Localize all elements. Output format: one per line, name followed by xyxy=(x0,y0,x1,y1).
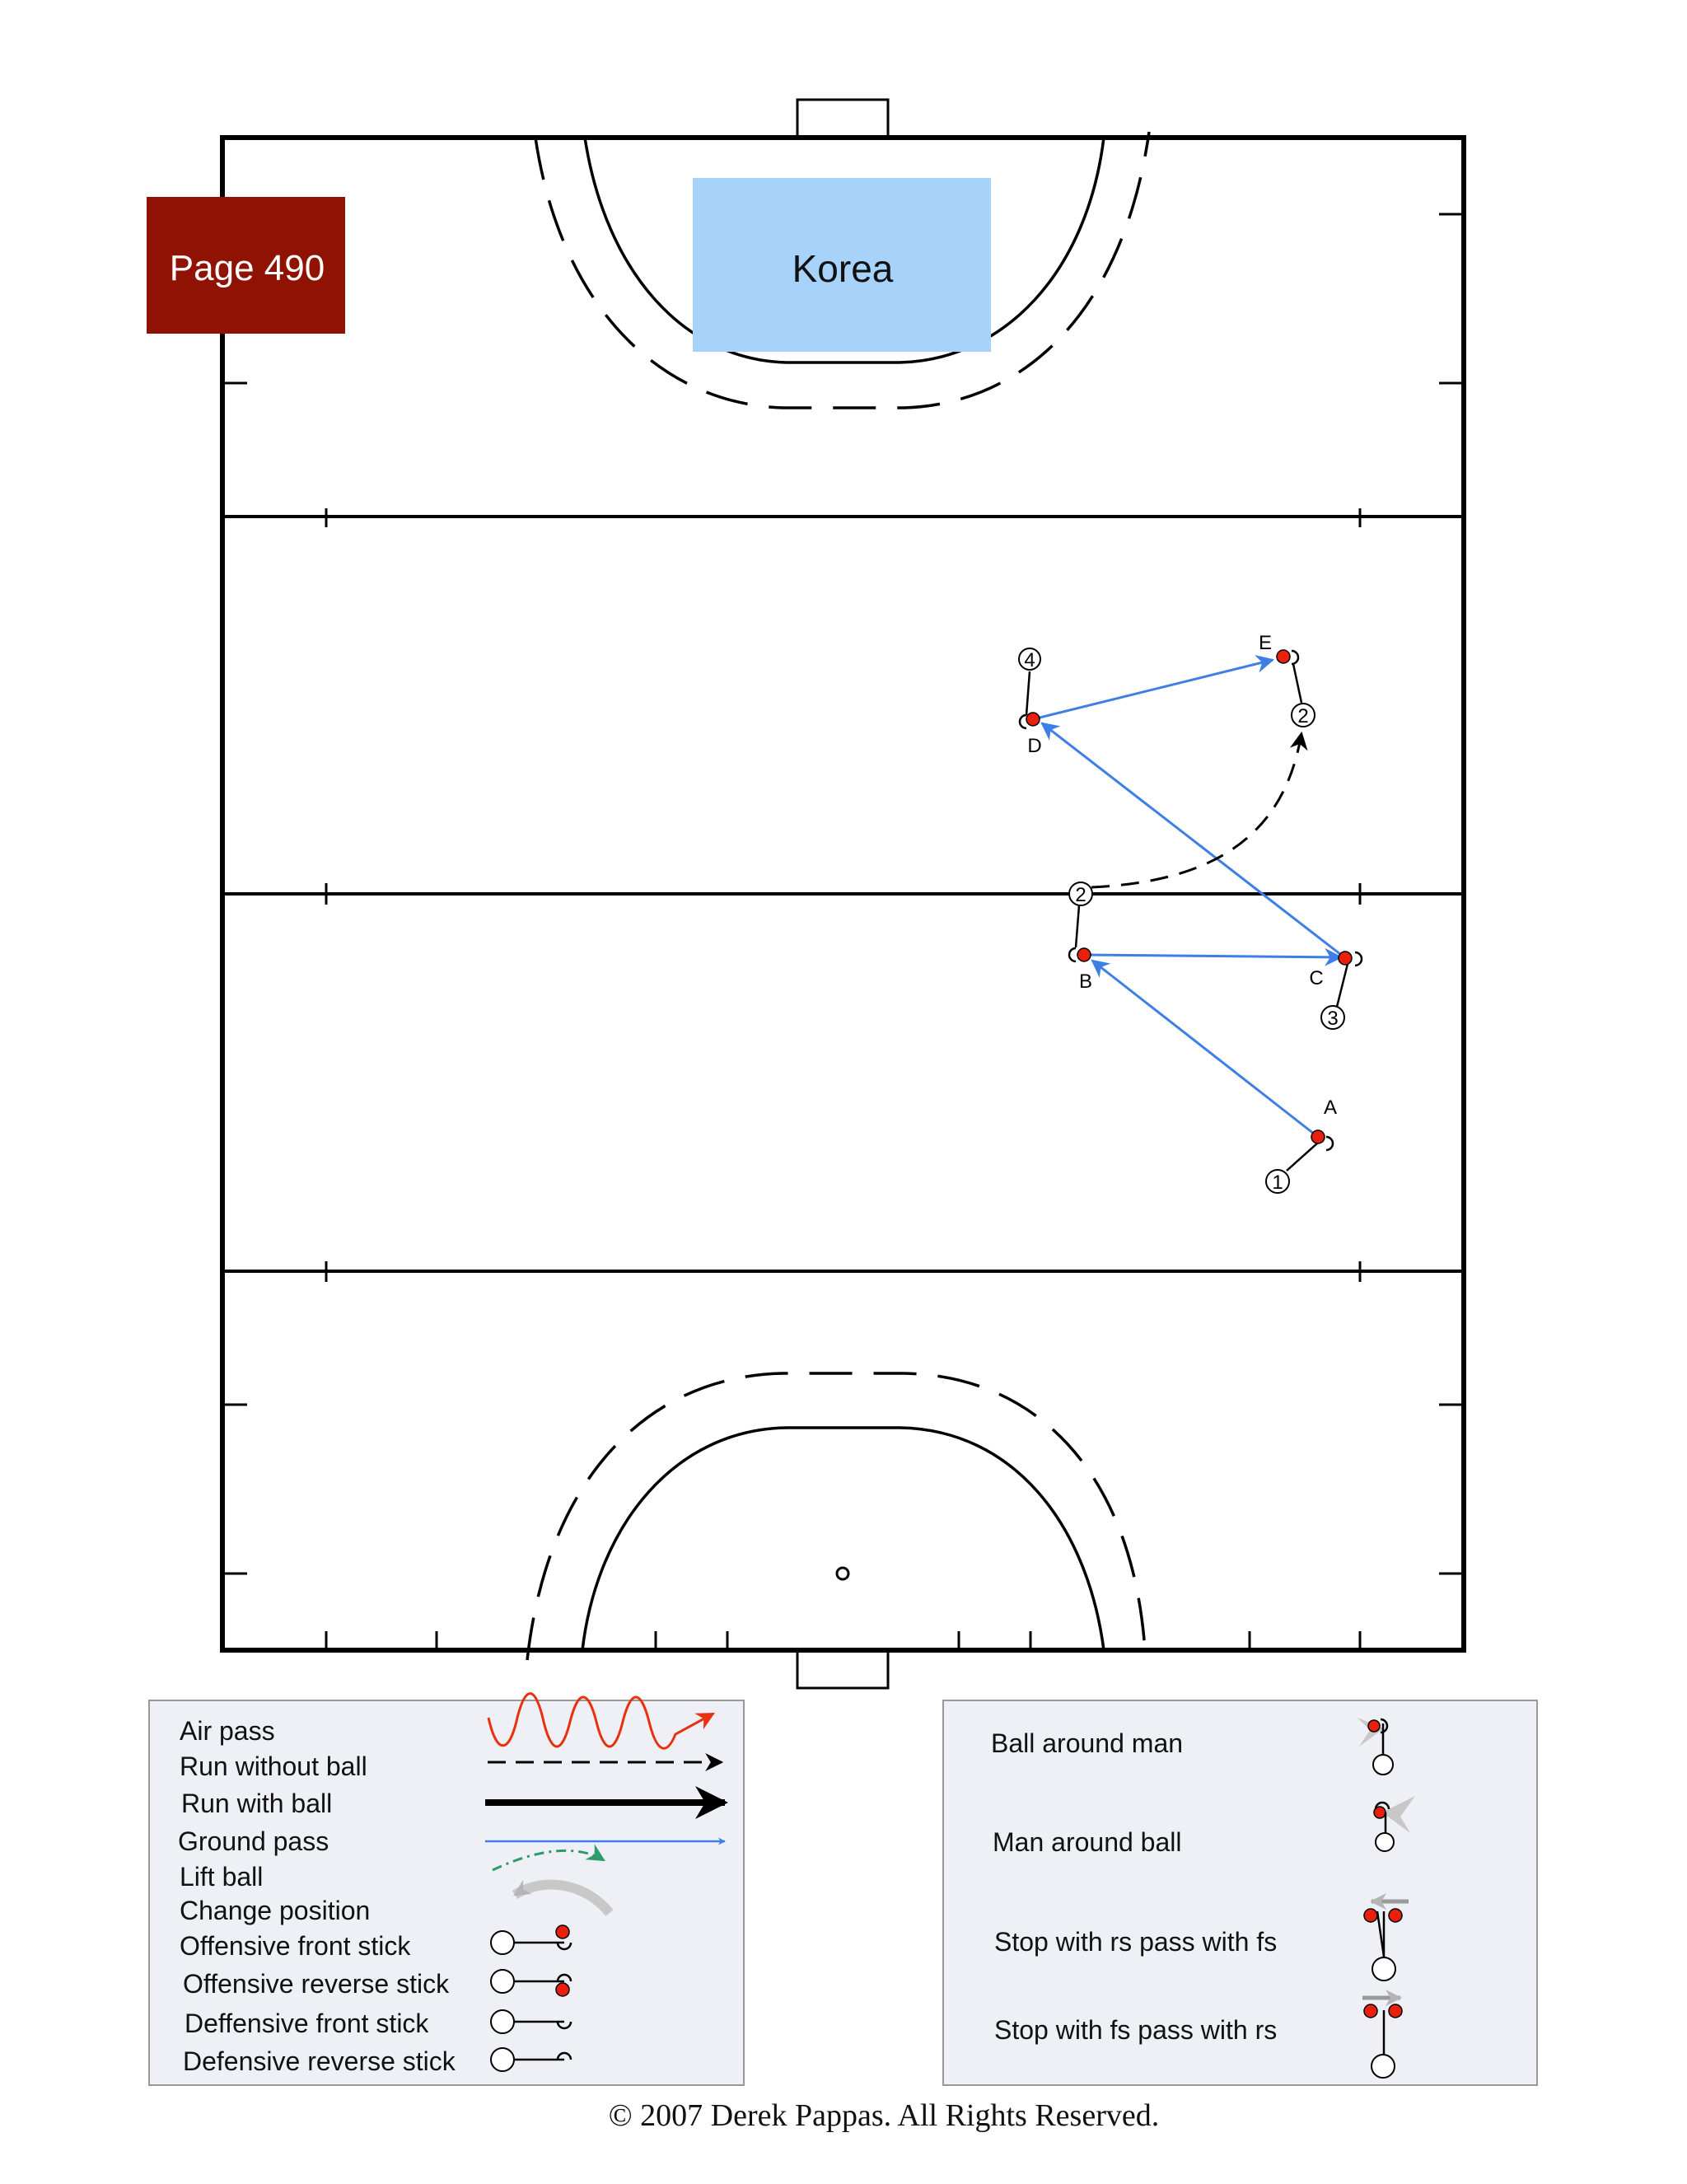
ball xyxy=(1311,1130,1325,1143)
copyright: © 2007 Derek Pappas. All Rights Reserved. xyxy=(608,2098,1160,2133)
ball-label: B xyxy=(1078,970,1093,993)
ball xyxy=(1339,952,1352,965)
pass-b-to-c xyxy=(1084,955,1341,957)
legend-label: Offensive reverse stick xyxy=(183,1969,450,1999)
legend-label: Defensive reverse stick xyxy=(183,2046,456,2076)
ball-label: C xyxy=(1309,967,1324,989)
player-number: 3 xyxy=(1327,1008,1339,1030)
ball xyxy=(1077,948,1091,961)
legend-label: Lift ball xyxy=(180,1862,264,1892)
player-3 xyxy=(1309,952,1362,1030)
bottom-dashed-circle xyxy=(527,1373,1145,1660)
legend-label: Change position xyxy=(180,1896,371,1925)
legend-label: Ball around man xyxy=(991,1728,1184,1758)
pass-c-to-d xyxy=(1042,723,1344,957)
legend-label: Ground pass xyxy=(178,1826,329,1856)
legend-label: Man around ball xyxy=(993,1827,1182,1857)
player-number: 1 xyxy=(1272,1172,1283,1194)
legend-right xyxy=(943,1700,1537,2085)
legend-label: Offensive front stick xyxy=(180,1931,411,1961)
page-badge-label: Page 490 xyxy=(169,248,325,288)
player-number: 4 xyxy=(1024,649,1035,671)
ball xyxy=(1277,650,1290,663)
legend-label: Run without ball xyxy=(180,1751,367,1781)
ball-label: A xyxy=(1323,1097,1338,1119)
legend-left xyxy=(149,1694,744,2085)
player-number: 2 xyxy=(1297,705,1309,727)
pass-a-to-b xyxy=(1092,961,1318,1137)
bottom-shooting-circle xyxy=(582,1428,1104,1650)
player-2-mid xyxy=(1069,882,1092,993)
legend-label: Stop with rs pass with fs xyxy=(994,1927,1278,1957)
ball-label: D xyxy=(1027,735,1042,757)
bottom-goal xyxy=(797,1650,888,1688)
penalty-spot xyxy=(837,1568,848,1579)
player-number: 2 xyxy=(1075,884,1087,906)
run-without-ball xyxy=(1091,733,1301,887)
ball-label: E xyxy=(1258,632,1273,654)
legend-label: Run with ball xyxy=(181,1789,333,1818)
play xyxy=(1019,632,1362,1194)
legend-label: Stop with fs pass with rs xyxy=(994,2015,1278,2045)
team-box xyxy=(693,178,991,352)
legend-label: Deffensive front stick xyxy=(185,2009,429,2038)
ball xyxy=(1026,713,1040,726)
field-ticks xyxy=(222,214,1464,1650)
page-badge xyxy=(147,197,345,334)
top-goal xyxy=(797,100,888,138)
legend-label: Air pass xyxy=(180,1716,275,1746)
player-4 xyxy=(1019,648,1042,757)
pass-d-to-e xyxy=(1033,660,1273,719)
team-label: Korea xyxy=(792,247,894,290)
player-1 xyxy=(1266,1097,1337,1194)
player-2-top xyxy=(1259,632,1315,727)
